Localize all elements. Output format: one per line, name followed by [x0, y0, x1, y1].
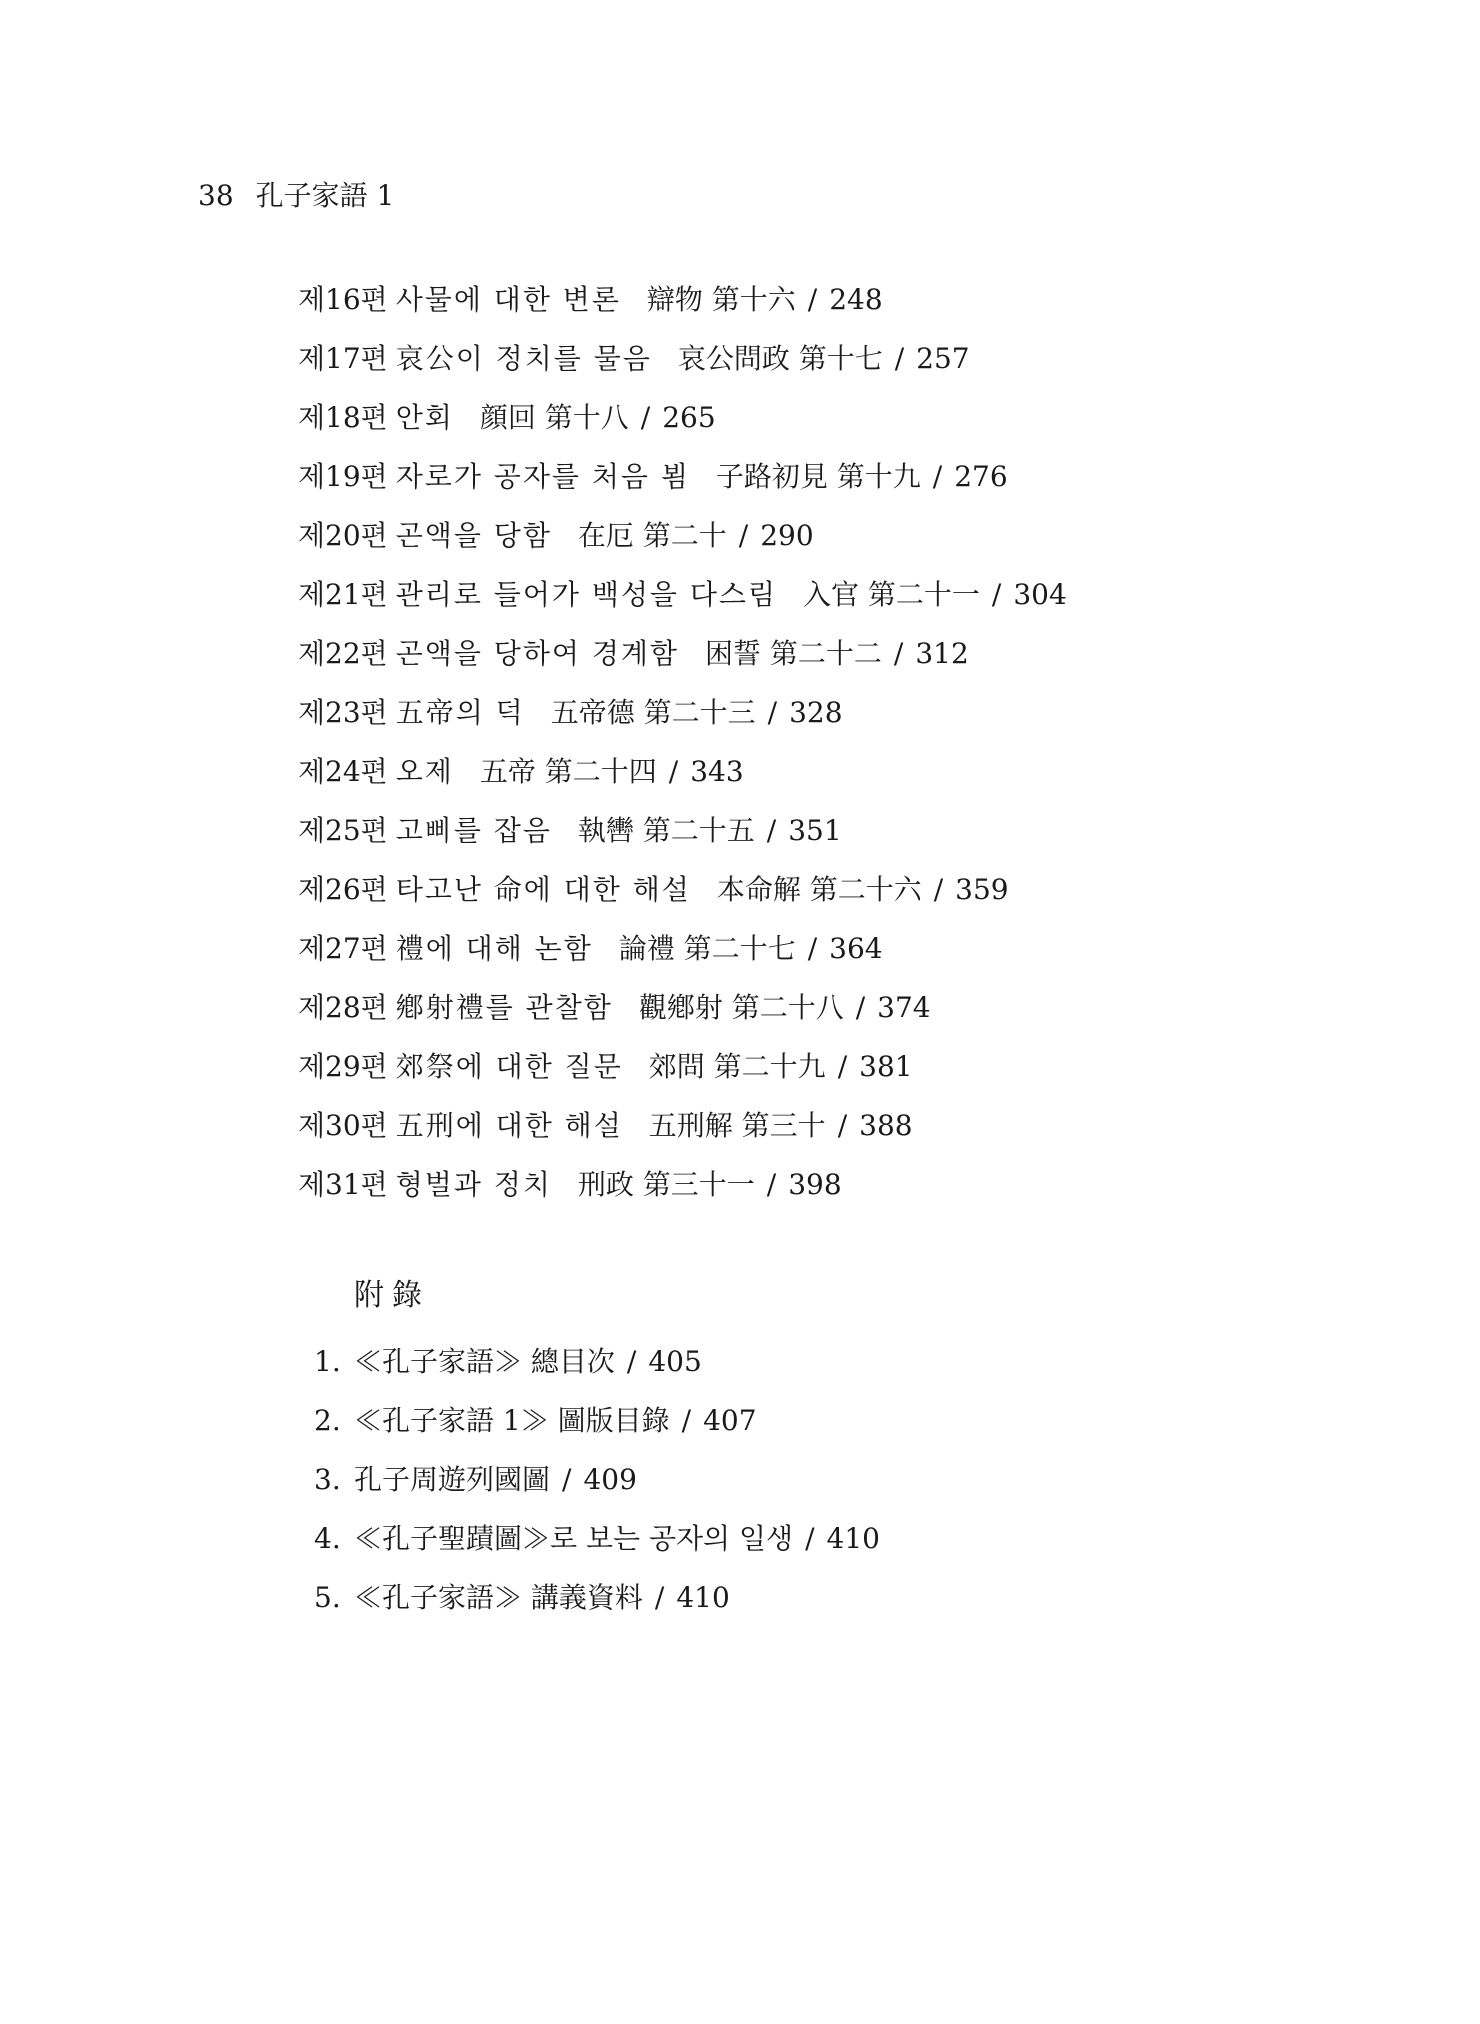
appendix-title: ≪孔子家語 1≫ 圖版目錄 [354, 1404, 670, 1437]
chapter-page-number: 374 [877, 991, 931, 1024]
appendix-title: ≪孔子家語≫ 總目次 [354, 1345, 615, 1378]
chapter-label: 제22편 [298, 637, 388, 670]
chapter-korean-title: 사물에 대한 변론 [395, 283, 621, 316]
chapter-hanja-title: 執轡 第二十五 [577, 814, 755, 847]
page-separator: / [991, 578, 1002, 611]
page-separator: / [807, 932, 818, 965]
toc-entry-20[interactable] [298, 506, 1398, 565]
appendix-entry-3[interactable] [314, 1450, 1394, 1509]
page-separator: / [767, 696, 778, 729]
appendix-entry-5[interactable] [314, 1568, 1394, 1627]
page-separator: / [626, 1345, 637, 1378]
toc-entry-25[interactable] [298, 801, 1398, 860]
toc-entry-18[interactable] [298, 388, 1398, 447]
chapter-page-number: 328 [789, 696, 843, 729]
chapter-korean-title: 鄕射禮를 관찰함 [395, 991, 613, 1024]
toc-entry-19[interactable] [298, 447, 1398, 506]
chapter-page-number: 381 [859, 1050, 913, 1083]
page-separator: / [837, 1050, 848, 1083]
chapter-label: 제20편 [298, 519, 388, 552]
chapter-page-number: 351 [788, 814, 842, 847]
running-head [198, 176, 394, 216]
toc-entry-30[interactable] [298, 1096, 1398, 1155]
chapter-hanja-title: 觀鄕射 第二十八 [638, 991, 844, 1024]
toc-entry-24[interactable] [298, 742, 1398, 801]
chapter-label: 제27편 [298, 932, 388, 965]
chapter-hanja-title: 郊問 第二十九 [648, 1050, 826, 1083]
chapter-korean-title: 곤액을 당하여 경계함 [395, 637, 679, 670]
chapter-korean-title: 고삐를 잡음 [395, 814, 552, 847]
chapter-label: 제24편 [298, 755, 388, 788]
page-number: 38 [198, 179, 234, 212]
appendix-number: 4. [314, 1522, 341, 1555]
appendix-page-number: 410 [826, 1522, 880, 1555]
chapter-page-number: 364 [829, 932, 883, 965]
chapter-korean-title: 禮에 대해 논함 [395, 932, 593, 965]
chapter-page-number: 304 [1013, 578, 1067, 611]
chapter-label: 제25편 [298, 814, 388, 847]
chapter-page-number: 388 [859, 1109, 913, 1142]
toc-entry-23[interactable] [298, 683, 1398, 742]
chapter-page-number: 343 [690, 755, 744, 788]
page-separator: / [766, 814, 777, 847]
page-separator: / [932, 460, 943, 493]
toc-entry-31[interactable] [298, 1155, 1398, 1214]
toc-entry-28[interactable] [298, 978, 1398, 1037]
chapter-page-number: 359 [955, 873, 1009, 906]
chapter-label: 제19편 [298, 460, 388, 493]
chapter-hanja-title: 困誓 第二十二 [704, 637, 882, 670]
page-separator: / [855, 991, 866, 1024]
chapter-page-number: 265 [662, 401, 716, 434]
chapter-hanja-title: 顔回 第十八 [479, 401, 629, 434]
appendix-list [314, 1332, 1394, 1627]
chapter-page-number: 276 [954, 460, 1008, 493]
page-separator: / [805, 1522, 815, 1555]
page-separator: / [837, 1109, 848, 1142]
chapter-korean-title: 五刑에 대한 해설 [395, 1109, 623, 1142]
chapter-page-number: 248 [829, 283, 883, 316]
chapter-page-number: 398 [788, 1168, 842, 1201]
page-separator: / [562, 1463, 572, 1496]
page-separator: / [681, 1404, 692, 1437]
chapter-korean-title: 자로가 공자를 처음 뵘 [395, 460, 690, 493]
chapter-hanja-title: 子路初見 第十九 [715, 460, 921, 493]
page-separator: / [933, 873, 944, 906]
chapter-korean-title: 哀公이 정치를 물음 [395, 342, 652, 375]
toc-entry-29[interactable] [298, 1037, 1398, 1096]
chapter-label: 제21편 [298, 578, 388, 611]
chapter-korean-title: 안회 [395, 401, 454, 434]
appendix-title: ≪孔子家語≫ 講義資料 [354, 1581, 643, 1614]
chapter-hanja-title: 哀公問政 第十七 [677, 342, 883, 375]
chapter-label: 제31편 [298, 1168, 388, 1201]
toc-entry-21[interactable] [298, 565, 1398, 624]
appendix-page-number: 405 [648, 1345, 702, 1378]
page-separator: / [668, 755, 679, 788]
chapter-hanja-title: 五刑解 第三十 [648, 1109, 826, 1142]
chapter-page-number: 312 [915, 637, 969, 670]
page-separator: / [654, 1581, 665, 1614]
chapter-label: 제30편 [298, 1109, 388, 1142]
appendix-number: 5. [314, 1581, 341, 1614]
toc-entry-26[interactable] [298, 860, 1398, 919]
chapter-hanja-title: 論禮 第二十七 [618, 932, 796, 965]
appendix-entry-2[interactable] [314, 1391, 1394, 1450]
chapter-hanja-title: 刑政 第三十一 [577, 1168, 755, 1201]
chapter-label: 제18편 [298, 401, 388, 434]
chapter-korean-title: 郊祭에 대한 질문 [395, 1050, 623, 1083]
chapter-korean-title: 곤액을 당함 [395, 519, 552, 552]
book-title: 孔子家語 1 [255, 179, 395, 212]
appendix-page-number: 409 [583, 1463, 637, 1496]
chapter-korean-title: 五帝의 덕 [395, 696, 525, 729]
chapter-hanja-title: 本命解 第二十六 [716, 873, 922, 906]
chapter-label: 제28편 [298, 991, 388, 1024]
page-separator: / [807, 283, 818, 316]
appendix-title: ≪孔子聖蹟圖≫로 보는 공자의 일생 [354, 1522, 794, 1555]
chapter-hanja-title: 五帝德 第二十三 [550, 696, 756, 729]
chapter-label: 제29편 [298, 1050, 388, 1083]
chapter-label: 제17편 [298, 342, 388, 375]
chapter-korean-title: 타고난 命에 대한 해설 [395, 873, 691, 906]
chapter-page-number: 290 [760, 519, 814, 552]
page-separator: / [738, 519, 749, 552]
appendix-number: 2. [314, 1404, 341, 1437]
appendix-page-number: 407 [703, 1404, 757, 1437]
appendix-number: 1. [314, 1345, 341, 1378]
toc-entry-16[interactable] [298, 270, 1398, 329]
chapter-korean-title: 형벌과 정치 [395, 1168, 552, 1201]
appendix-entry-4[interactable] [314, 1509, 1394, 1568]
chapter-hanja-title: 入官 第二十一 [803, 578, 980, 611]
appendix-page-number: 410 [676, 1581, 730, 1614]
chapter-hanja-title: 辯物 第十六 [646, 283, 796, 316]
chapter-page-number: 257 [916, 342, 970, 375]
page-separator: / [766, 1168, 777, 1201]
appendix-title: 孔子周遊列國圖 [354, 1463, 551, 1496]
chapter-hanja-title: 在厄 第二十 [577, 519, 727, 552]
appendix-heading: 附錄 [354, 1278, 430, 1313]
table-of-contents [298, 270, 1398, 1214]
chapter-label: 제26편 [298, 873, 388, 906]
chapter-label: 제16편 [298, 283, 388, 316]
page-separator: / [894, 342, 905, 375]
toc-entry-17[interactable] [298, 329, 1398, 388]
appendix-entry-1[interactable] [314, 1332, 1394, 1391]
toc-entry-27[interactable] [298, 919, 1398, 978]
chapter-korean-title: 관리로 들어가 백성을 다스림 [395, 578, 778, 611]
chapter-label: 제23편 [298, 696, 388, 729]
chapter-korean-title: 오제 [395, 755, 454, 788]
page-separator: / [893, 637, 904, 670]
appendix-number: 3. [314, 1463, 341, 1496]
toc-entry-22[interactable] [298, 624, 1398, 683]
page-separator: / [640, 401, 651, 434]
chapter-hanja-title: 五帝 第二十四 [479, 755, 657, 788]
